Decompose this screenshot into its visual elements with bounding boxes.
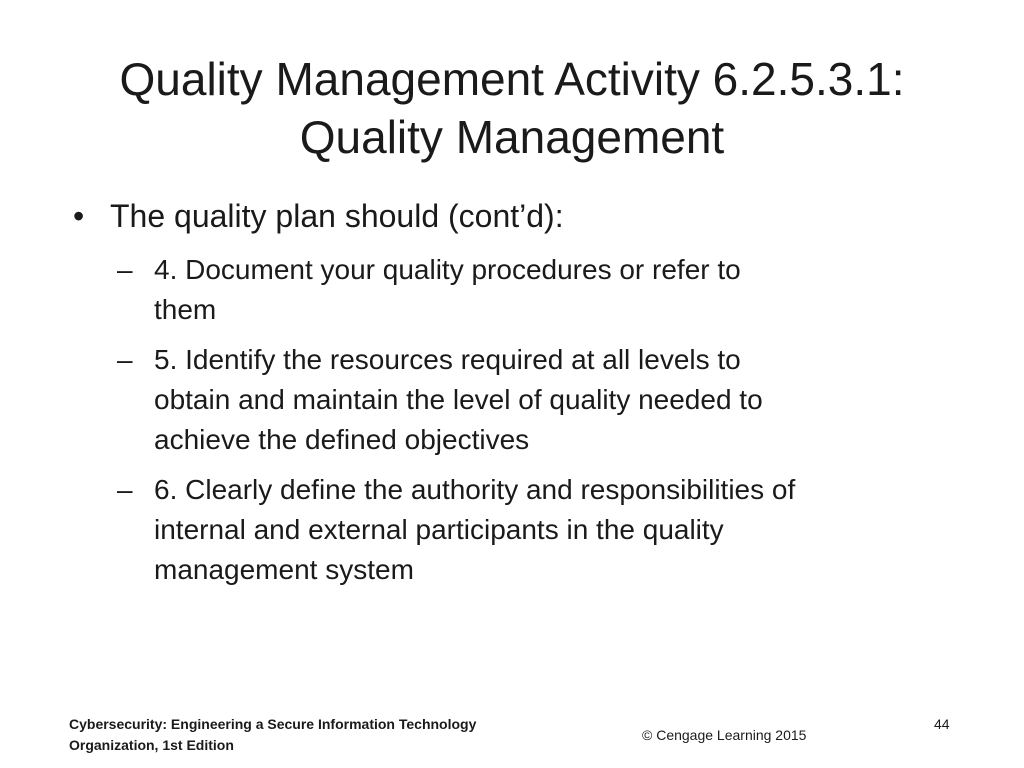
sub-bullet-item <box>117 470 947 590</box>
footer-book-line: Cybersecurity: Engineering a Secure Information Technology <box>69 716 477 732</box>
dash-marker: – <box>117 254 133 285</box>
footer-copyright: © Cengage Learning 2015 <box>642 727 807 743</box>
sub-bullet-line: 6. Clearly define the authority and responsibilities of <box>154 474 796 505</box>
sub-bullet-line: them <box>154 294 217 325</box>
sub-bullet-line: 4. Document your quality procedures or refer to <box>154 254 741 285</box>
footer-book-line: Organization, 1st Edition <box>69 737 234 753</box>
bullet-text: The quality plan should (cont’d): <box>110 198 564 234</box>
sub-bullet-line: 5. Identify the resources required at all levels to <box>154 344 741 375</box>
slide-title-line: Quality Management Activity 6.2.5.3.1: <box>119 53 905 105</box>
slide-title-line: Quality Management <box>299 111 725 163</box>
sub-bullet-line: internal and external participants in the quality <box>154 514 724 545</box>
dash-marker: – <box>117 474 133 505</box>
sub-bullet-list <box>117 250 947 600</box>
sub-bullet-line: achieve the defined objectives <box>154 424 530 455</box>
slide-title <box>40 50 984 166</box>
sub-bullet-item <box>117 340 947 460</box>
page-number: 44 <box>934 716 950 732</box>
dash-marker: – <box>117 344 133 375</box>
bullet-marker: • <box>73 198 85 234</box>
sub-bullet-line: obtain and maintain the level of quality needed to <box>154 384 763 415</box>
footer-book-title <box>69 714 476 756</box>
sub-bullet-item <box>117 250 947 330</box>
sub-bullet-line: management system <box>154 554 414 585</box>
